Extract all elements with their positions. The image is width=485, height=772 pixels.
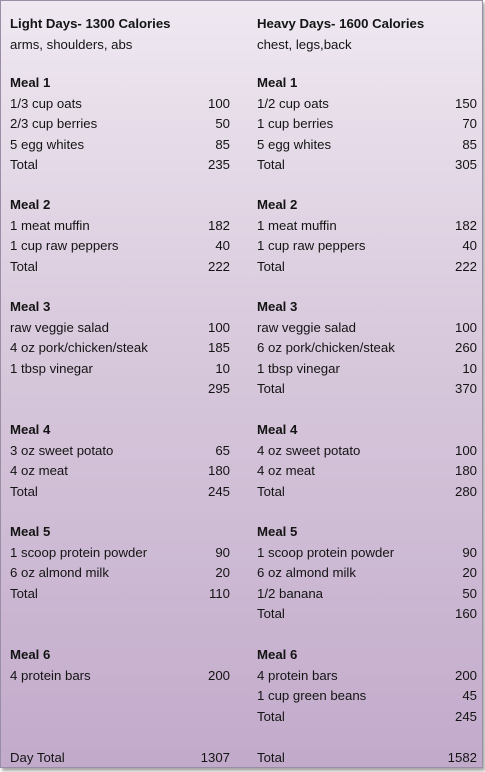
food-row-calories: 160 <box>454 606 477 621</box>
food-row-label: 6 oz pork/chicken/steak <box>257 340 395 355</box>
meal-heading <box>257 646 477 664</box>
food-row-calories: 45 <box>462 688 477 703</box>
food-row <box>10 156 230 174</box>
meal-heading <box>10 298 230 316</box>
food-row-label: 1 cup berries <box>257 116 334 131</box>
day-total-calories: 1582 <box>447 750 477 765</box>
column-subtitle-label: chest, legs,back <box>257 37 352 52</box>
food-row-calories: 20 <box>462 565 477 580</box>
food-row <box>257 258 477 276</box>
column-title-label: Light Days- 1300 Calories <box>10 16 171 31</box>
food-row <box>257 95 477 113</box>
food-row <box>257 564 477 582</box>
food-row <box>10 442 230 460</box>
meal-heading-label: Meal 6 <box>10 647 51 662</box>
food-row-calories: 180 <box>454 463 477 478</box>
food-row <box>10 483 230 501</box>
column-title <box>257 15 477 33</box>
food-row-label: 1/2 cup oats <box>257 95 329 111</box>
food-row-label: raw veggie salad <box>257 319 356 335</box>
column-subtitle-label: arms, shoulders, abs <box>10 37 133 52</box>
food-row-label: Total <box>257 157 285 172</box>
food-row-label: 4 oz meat <box>257 463 315 478</box>
meal-heading-label: Meal 1 <box>10 75 51 90</box>
meal-heading-label: Meal 5 <box>257 524 298 539</box>
food-row <box>257 339 477 357</box>
food-row-label: 4 oz pork/chicken/steak <box>10 340 148 355</box>
food-row <box>10 544 230 562</box>
meal-heading-label: Meal 5 <box>10 524 51 539</box>
meal-heading <box>10 196 230 214</box>
column-subtitle <box>10 36 230 54</box>
column-title-label: Heavy Days- 1600 Calories <box>257 16 425 31</box>
food-row-calories: 90 <box>462 544 477 560</box>
food-row <box>10 585 230 603</box>
food-row-label: Total <box>257 708 285 724</box>
food-row-calories: 280 <box>454 483 477 499</box>
food-row-calories: 185 <box>207 340 230 355</box>
meal-heading <box>257 523 477 541</box>
food-row-calories: 10 <box>215 360 230 376</box>
food-row <box>257 708 477 726</box>
food-row-label: 4 protein bars <box>257 667 338 683</box>
food-row-label: 1 scoop protein powder <box>257 544 395 560</box>
food-row-label: 1 cup green beans <box>257 688 367 703</box>
food-row <box>10 360 230 378</box>
food-row <box>257 687 477 705</box>
food-row-calories: 182 <box>454 217 477 233</box>
food-row-calories: 85 <box>215 136 230 152</box>
food-row <box>257 156 477 174</box>
food-row-calories: 222 <box>207 258 230 274</box>
food-row-label: 1/3 cup oats <box>10 95 82 111</box>
food-row-label: 6 oz almond milk <box>257 565 356 580</box>
meal-heading <box>10 523 230 541</box>
food-row <box>10 564 230 582</box>
food-row-calories: 85 <box>462 136 477 152</box>
food-row-calories: 245 <box>454 708 477 724</box>
food-row <box>257 605 477 623</box>
food-row-label: 1/2 banana <box>257 585 324 601</box>
food-row <box>10 115 230 133</box>
food-row-calories: 100 <box>207 95 230 111</box>
food-row <box>257 585 477 603</box>
food-row-calories: 222 <box>454 258 477 274</box>
food-row-calories: 260 <box>454 340 477 355</box>
food-row-calories: 100 <box>207 319 230 335</box>
food-row-label: 4 protein bars <box>10 667 91 683</box>
day-total-calories: 1307 <box>200 750 230 765</box>
meal-heading <box>10 646 230 664</box>
meal-heading-label: Meal 4 <box>10 422 51 437</box>
food-row-calories: 370 <box>454 381 477 396</box>
food-row-label: 6 oz almond milk <box>10 565 109 580</box>
meal-heading-label: Meal 2 <box>257 197 298 212</box>
food-row-calories: 245 <box>207 483 230 499</box>
food-row <box>257 237 477 255</box>
food-row <box>257 380 477 398</box>
food-row-label: 2/3 cup berries <box>10 116 98 131</box>
food-row-label: Total <box>257 381 285 396</box>
food-row-calories: 70 <box>462 116 477 131</box>
food-row <box>10 380 230 398</box>
food-row <box>257 483 477 501</box>
food-row <box>10 217 230 235</box>
food-row-calories: 180 <box>207 463 230 478</box>
food-row-label: 1 tbsp vinegar <box>10 360 93 376</box>
day-total <box>10 749 230 767</box>
food-row <box>10 319 230 337</box>
day-total-label: Day Total <box>10 750 65 765</box>
food-row-calories: 305 <box>454 157 477 172</box>
food-row-label: 1 tbsp vinegar <box>257 360 340 376</box>
food-row-calories: 110 <box>208 585 230 601</box>
food-row <box>10 339 230 357</box>
food-row-label: Total <box>10 157 38 172</box>
food-row-calories: 20 <box>215 565 230 580</box>
food-row-label: 1 meat muffin <box>10 217 90 233</box>
meal-heading-label: Meal 1 <box>257 75 298 90</box>
food-row-label: Total <box>257 483 285 499</box>
meal-heading <box>10 74 230 92</box>
day-total-label: Total <box>257 750 285 765</box>
food-row <box>257 115 477 133</box>
food-row-calories: 182 <box>207 217 230 233</box>
food-row-calories: 65 <box>215 442 230 458</box>
food-row-calories: 150 <box>454 95 477 111</box>
food-row <box>10 667 230 685</box>
meal-heading <box>257 196 477 214</box>
food-row-calories: 10 <box>462 360 477 376</box>
food-row <box>10 462 230 480</box>
meal-heading-label: Meal 6 <box>257 647 298 662</box>
meal-heading <box>10 421 230 439</box>
food-row-label: Total <box>257 606 285 621</box>
food-row-calories: 100 <box>454 442 477 458</box>
food-row-label: Total <box>10 258 38 274</box>
food-row-calories: 200 <box>454 667 477 683</box>
food-row-label: 1 meat muffin <box>257 217 337 233</box>
meal-heading-label: Meal 3 <box>257 299 298 314</box>
food-row-calories: 50 <box>462 585 477 601</box>
meal-heading <box>257 298 477 316</box>
food-row-calories: 200 <box>207 667 230 683</box>
food-row <box>10 258 230 276</box>
food-row <box>257 319 477 337</box>
meal-heading-label: Meal 2 <box>10 197 51 212</box>
food-row-calories: 90 <box>215 544 230 560</box>
food-row-calories: 40 <box>462 238 477 253</box>
food-row-label: 4 oz sweet potato <box>257 442 361 458</box>
day-total <box>257 749 477 767</box>
food-row <box>257 462 477 480</box>
food-row-label: 4 oz meat <box>10 463 68 478</box>
food-row <box>257 217 477 235</box>
food-row <box>257 544 477 562</box>
food-row-label: 1 cup raw peppers <box>10 238 119 253</box>
food-row <box>10 95 230 113</box>
food-row-label: Total <box>10 483 38 499</box>
food-row-label: 5 egg whites <box>257 136 332 152</box>
food-row-calories: 235 <box>207 157 230 172</box>
food-row-label: 3 oz sweet potato <box>10 442 114 458</box>
food-row <box>257 442 477 460</box>
food-row <box>257 667 477 685</box>
meal-heading-label: Meal 3 <box>10 299 51 314</box>
food-row <box>257 360 477 378</box>
column-title <box>10 15 230 33</box>
meal-heading <box>257 421 477 439</box>
food-row <box>10 136 230 154</box>
food-row-calories: 100 <box>454 319 477 335</box>
food-row-label: 1 scoop protein powder <box>10 544 148 560</box>
food-row-label: raw veggie salad <box>10 319 109 335</box>
food-row-label: 1 cup raw peppers <box>257 238 366 253</box>
meal-heading <box>257 74 477 92</box>
meal-heading-label: Meal 4 <box>257 422 298 437</box>
food-row-label: 5 egg whites <box>10 136 85 152</box>
food-row-calories: 40 <box>215 238 230 253</box>
food-row-calories: 50 <box>215 116 230 131</box>
food-row-calories: 295 <box>207 381 230 396</box>
food-row <box>10 237 230 255</box>
food-row <box>257 136 477 154</box>
food-row-label: Total <box>10 585 38 601</box>
food-row-label: Total <box>257 258 285 274</box>
column-subtitle <box>257 36 477 54</box>
